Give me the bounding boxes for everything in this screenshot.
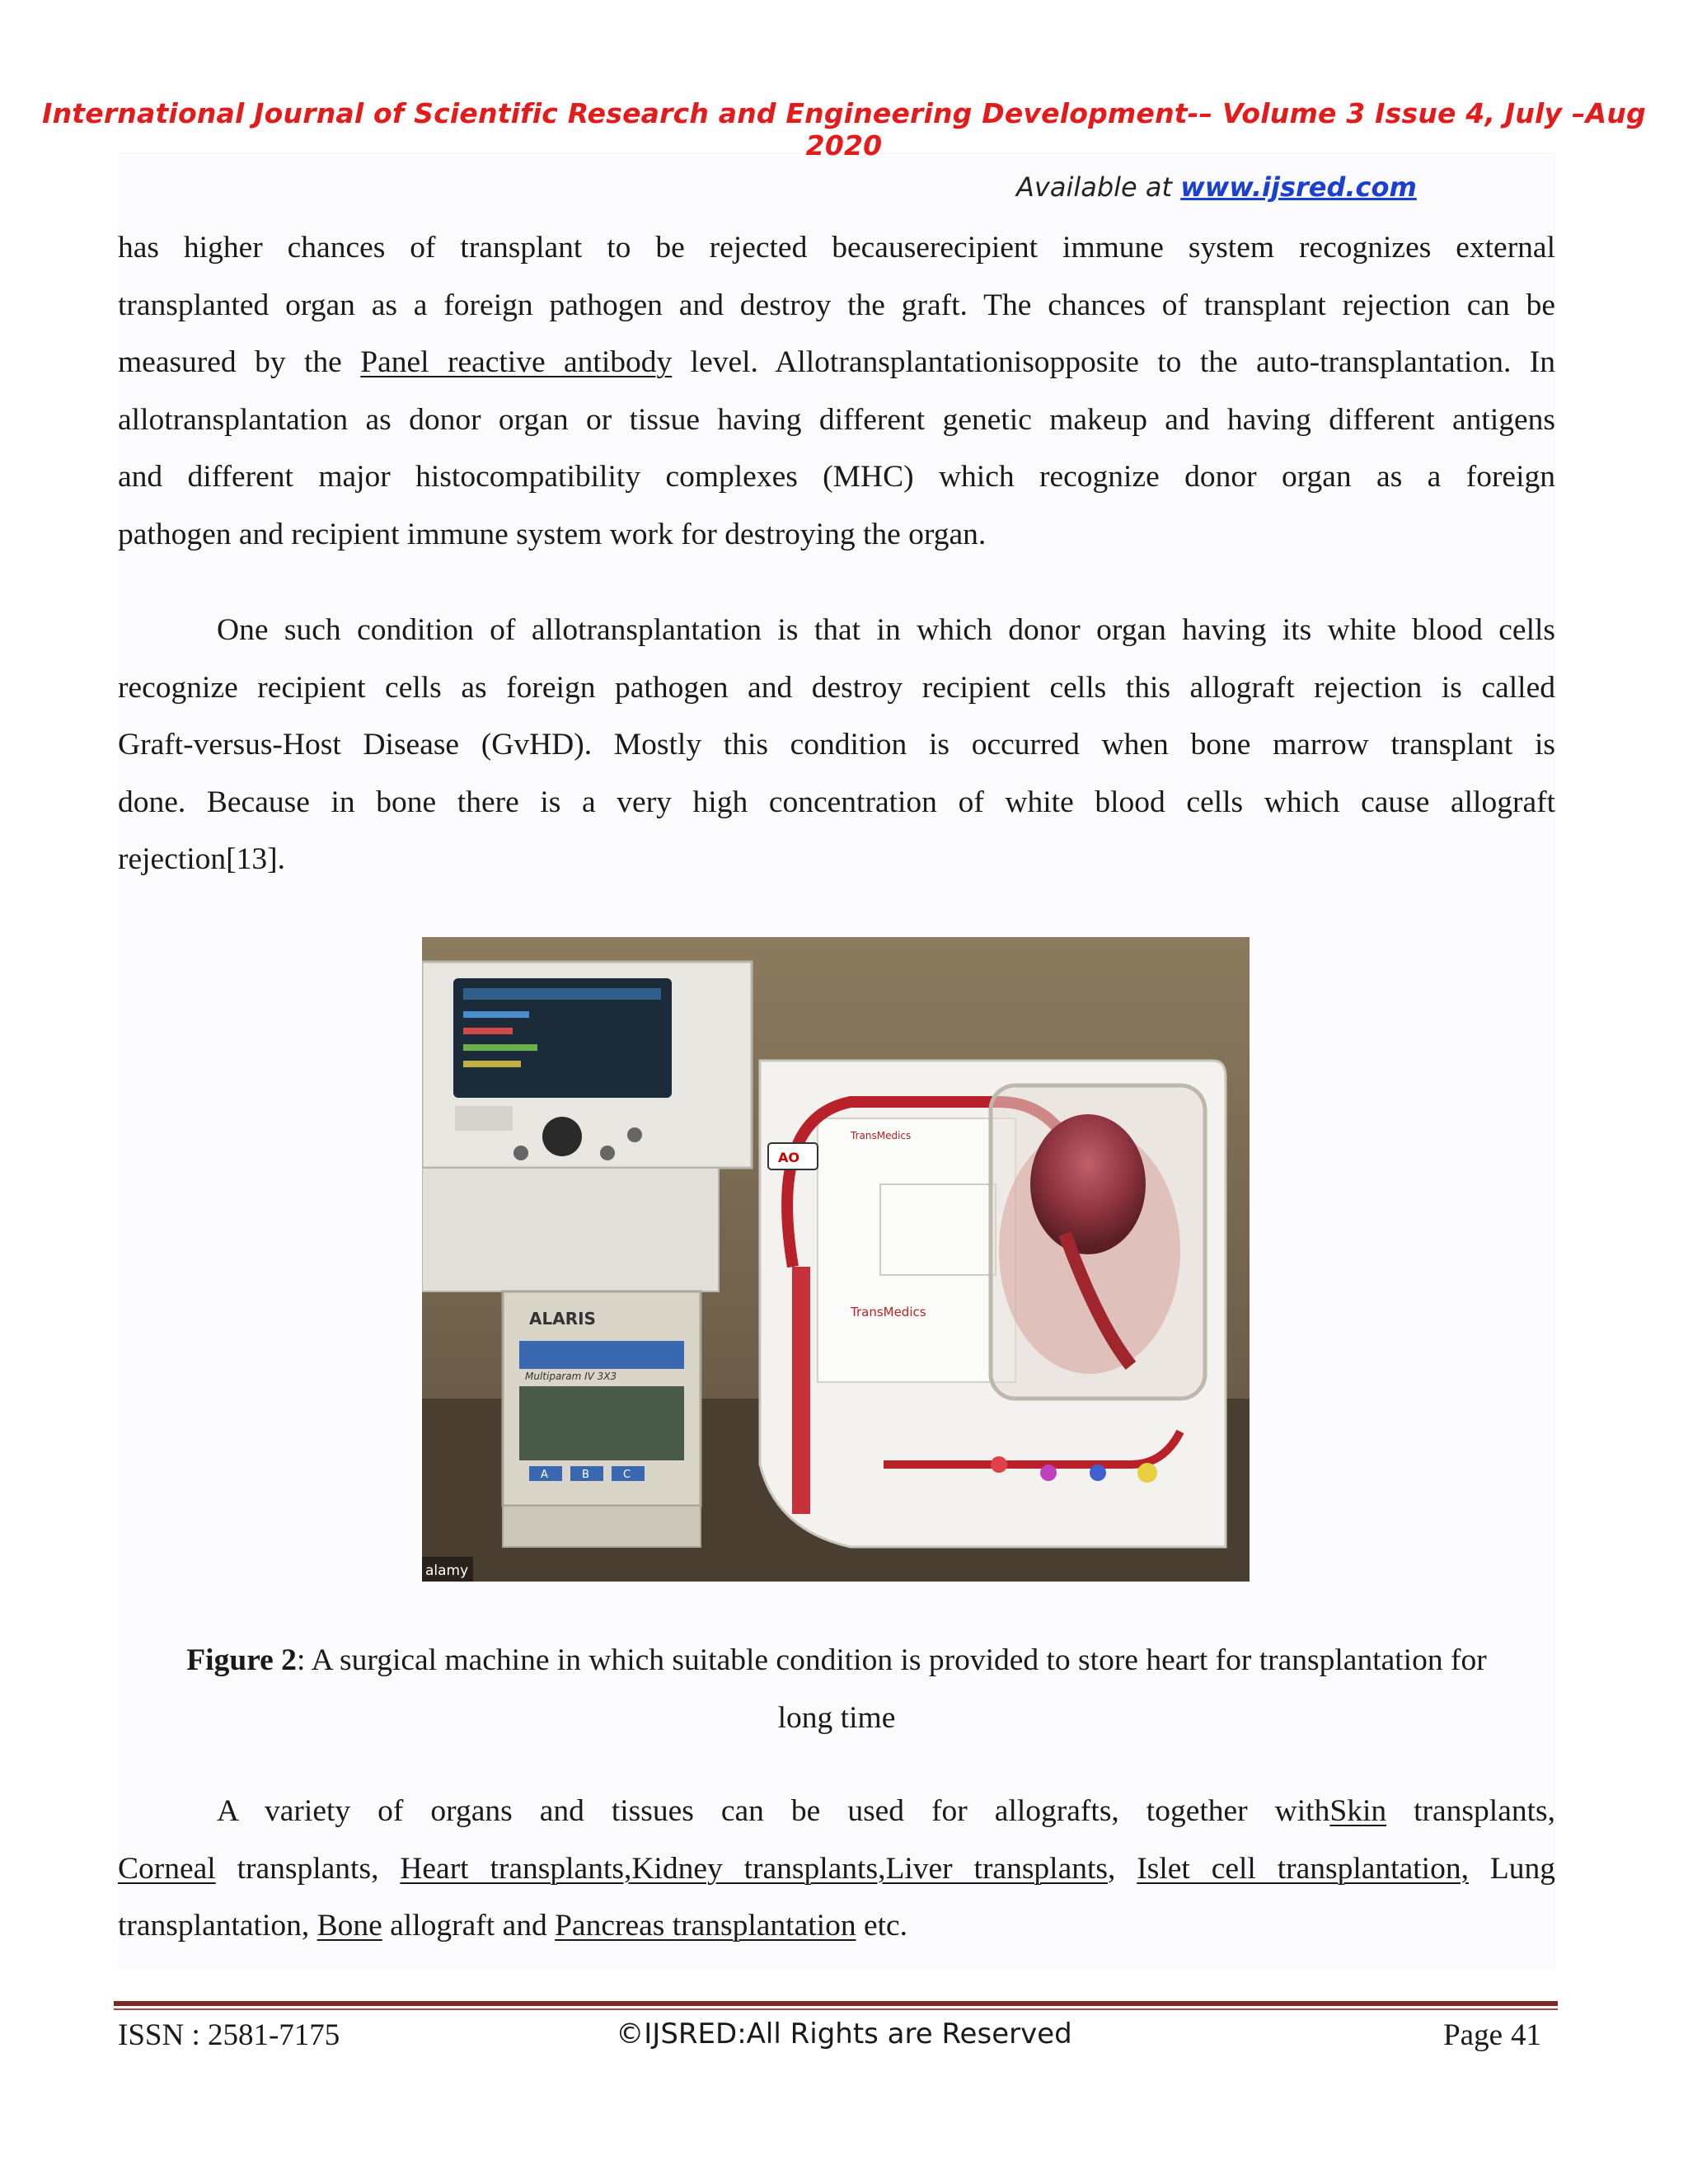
text-run: transplants, (215, 1851, 401, 1886)
pump-channel-b: B (582, 1469, 589, 1481)
paragraph-line: Graft-versus-Host Disease (GvHD). Mostly this condition is occurred when bone marrow transplant is (118, 728, 1555, 762)
caption-line-1 (118, 1632, 1555, 1690)
paragraph-line: pathogen and recipient immune system work for destroying the organ. (118, 517, 987, 551)
corneal-link[interactable]: Corneal (118, 1851, 216, 1886)
footer-page-number (1435, 2018, 1541, 2053)
journal-website-link[interactable]: www.ijsred.com (1180, 171, 1417, 203)
paragraph-line (118, 1783, 1555, 1840)
pancreas-link[interactable]: Pancreas transplantation (555, 1909, 856, 1943)
paragraph-line: One such condition of allotransplantation is that in which donor organ having its white blood cells (217, 613, 1555, 647)
paragraph-line: transplanted organ as a foreign pathogen and destroy the graft. The chances of transplant rejection can be (118, 288, 1555, 322)
footer-rule (114, 2001, 1558, 2006)
footer-copyright: ©IJSRED:All Rights are Reserved (616, 2018, 1072, 2050)
bone-link[interactable]: Bone (316, 1909, 382, 1943)
paragraph-2 (118, 602, 1555, 888)
text-run: measured by the (118, 345, 361, 379)
paragraph-line: and different major histocompatibility complexes (MHC) which recognize donor organ as a foreign (118, 460, 1555, 494)
footer-issn: ISSN : 2581-7175 (118, 2018, 340, 2052)
caption-text: : A surgical machine in which suitable condition is provided to store heart for transplantation for (296, 1643, 1487, 1677)
caption-line-2: long time (777, 1700, 896, 1735)
text-run: etc. (856, 1909, 908, 1943)
availability-line (1016, 171, 1417, 203)
photo-watermark: alamy (425, 1563, 469, 1579)
paragraph-line: done. Because in bone there is a very high concentration of white blood cells which cause allograft (118, 785, 1555, 819)
device-brand-label-top: TransMedics (851, 1130, 912, 1141)
paragraph-line (118, 334, 1555, 391)
available-prefix: Available at (1016, 171, 1181, 203)
aorta-tag: AO (778, 1150, 799, 1165)
organ-care-system-illustration (422, 937, 1250, 1582)
paragraph-line: has higher chances of transplant to be rejected becauserecipient immune system recognizes external (118, 231, 1555, 265)
paragraph-line: rejection[13]. (118, 842, 286, 876)
footer-rule-thin (114, 2008, 1558, 2010)
islet-cell-link[interactable]: Islet cell transplantation, (1137, 1851, 1469, 1886)
pump-channel-c: C (623, 1469, 631, 1481)
text-run: transplants, (1386, 1794, 1555, 1828)
figure-2-photo (422, 937, 1250, 1582)
paragraph-3 (118, 1783, 1555, 1955)
journal-header: International Journal of Scientific Research and Engineering Development-– Volume 3 Issue 4, July –Aug 2020 (42, 97, 1646, 162)
paragraph-line (118, 1897, 1555, 1955)
figure-caption (118, 1632, 1555, 1746)
pump-brand-label: ALARIS (529, 1309, 596, 1329)
page-label: Page (1443, 2018, 1503, 2052)
paragraph-1 (118, 219, 1555, 563)
paragraph-line: recognize recipient cells as foreign pathogen and destroy recipient cells this allograft rejection is called (118, 670, 1555, 705)
paragraph-line (118, 1840, 1555, 1898)
paragraph-line: allotransplantation as donor organ or tissue having different genetic makeup and having different antigens (118, 402, 1555, 437)
text-run: allograft and (382, 1909, 556, 1943)
organ-transplants-link[interactable]: Heart transplants,Kidney transplants,Liver transplants (400, 1851, 1108, 1886)
panel-reactive-antibody-link[interactable]: Panel reactive antibody (360, 345, 673, 379)
pump-channel-a: A (541, 1469, 548, 1481)
text-run: level. Allotransplantationisopposite to the auto-transplantation. In (672, 345, 1555, 379)
text-run: transplantation, (118, 1909, 317, 1943)
pump-model-label: Multiparam IV 3X3 (525, 1371, 617, 1382)
text-run: A variety of organs and tissues can be used for allografts, together with (217, 1794, 1330, 1828)
skin-link[interactable]: Skin (1329, 1794, 1387, 1828)
page-number: 41 (1511, 2018, 1541, 2052)
device-brand-label: TransMedics (851, 1305, 926, 1319)
text-run: , (1108, 1851, 1137, 1886)
figure-label: Figure 2 (186, 1643, 297, 1677)
text-run: Lung (1468, 1851, 1555, 1886)
